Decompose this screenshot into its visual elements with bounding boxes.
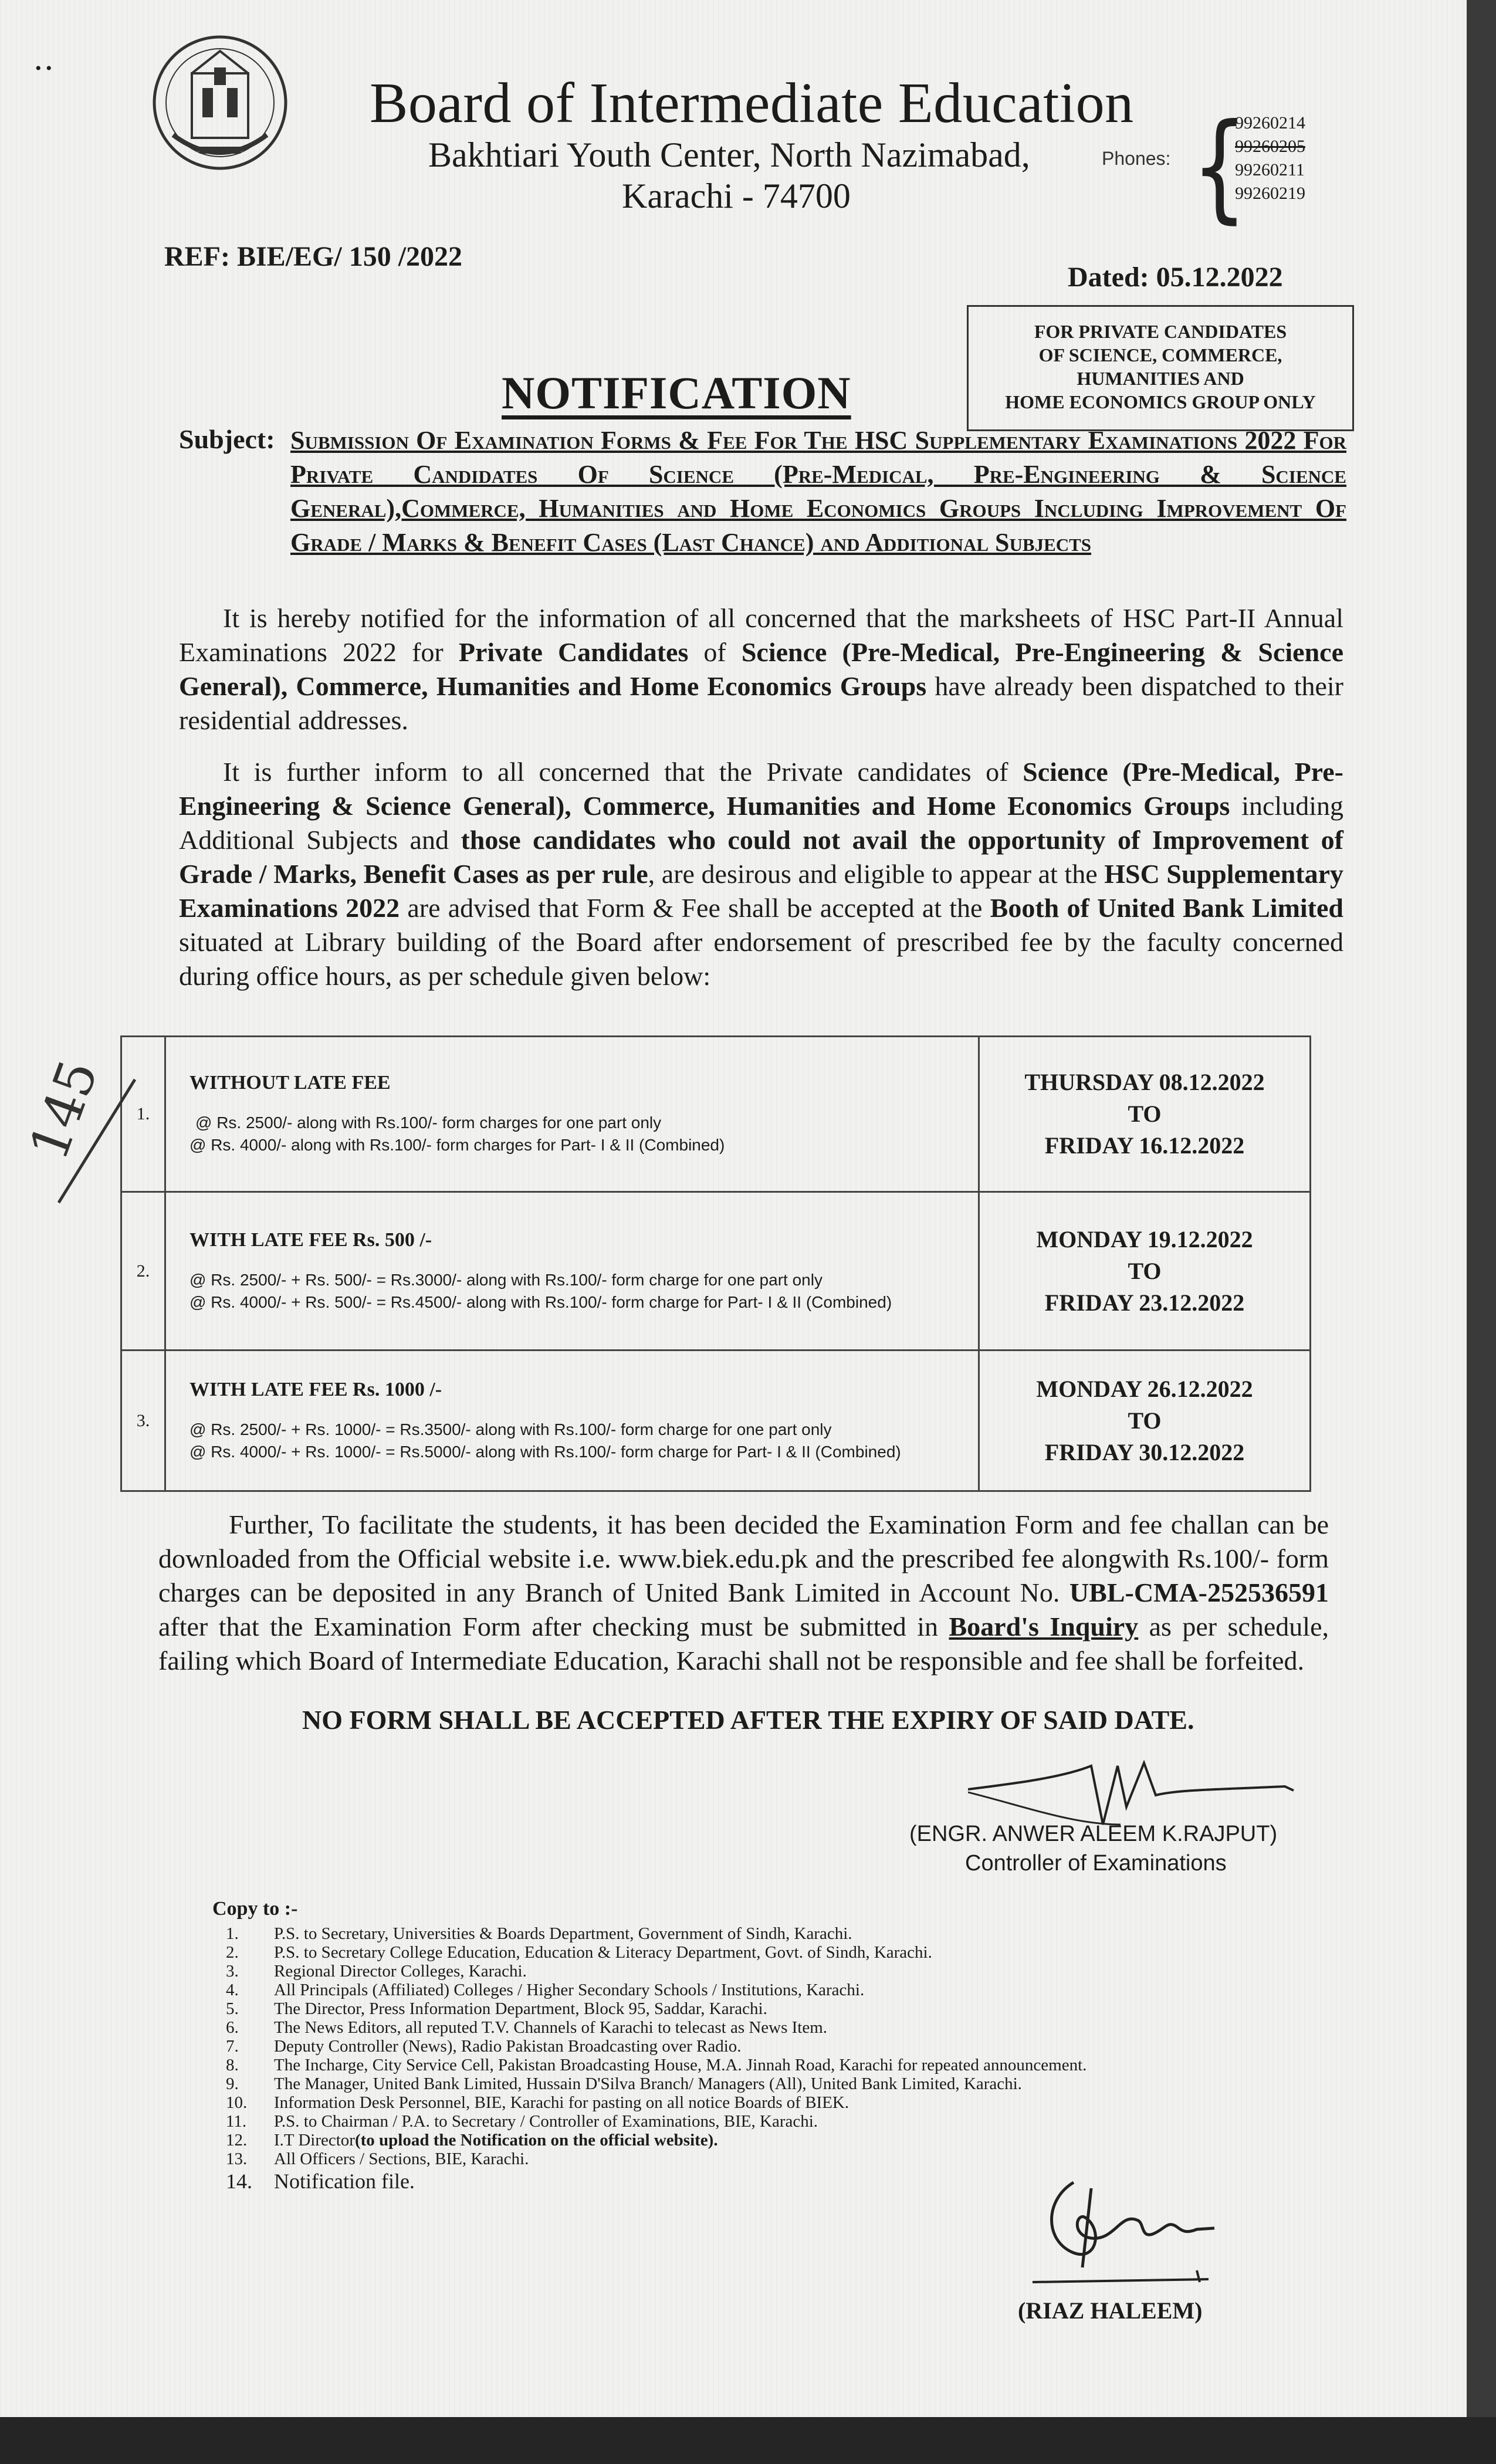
row-number: 3. bbox=[121, 1351, 165, 1491]
paragraph-eligibility: It is further inform to all concerned that the Private candidates of Science (Pre-Medical, Pre-Engineering & Science General), Commerce, Humanities and Home Economics Groups including Additional Subjects and those candidates who could not avail the opportunity of Improvement of Grade / Marks, Benefit Cases as per rule, are desirous and eligible to appear at the HSC Supplementary Examinations 2022 are advised that Form & Fee shall be accepted at the Booth of United Bank Limited situated at Library building of the Board after endorsement of prescribed fee by the faculty concerned during office hours, as per schedule given below: bbox=[179, 757, 1344, 991]
applicability-line: HUMANITIES AND bbox=[1077, 368, 1244, 389]
fee-description bbox=[165, 1351, 979, 1491]
list-item: 7. Deputy Controller (News), Radio Pakistan Broadcasting over Radio. bbox=[226, 2037, 742, 2056]
table-row bbox=[121, 1192, 1311, 1351]
phone-number: 99260219 bbox=[1235, 184, 1305, 203]
scan-edge-right bbox=[1467, 0, 1496, 2464]
fee-heading: WITHOUT LATE FEE bbox=[189, 1072, 391, 1094]
list-item: 10. Information Desk Personnel, BIE, Karachi for pasting on all notice Boards of BIEK. bbox=[226, 2093, 849, 2112]
scan-edge-bottom bbox=[0, 2417, 1496, 2464]
fee-line: @ Rs. 2500/- along with Rs.100/- form charges for one part only bbox=[195, 1113, 662, 1132]
list-item: 2. P.S. to Secretary College Education, Education & Literacy Department, Govt. of Sindh, Karachi. bbox=[226, 1943, 932, 1962]
subject-label: Subject: bbox=[179, 424, 275, 454]
date-to: FRIDAY 16.12.2022 bbox=[1044, 1132, 1245, 1159]
subject-text: Submission Of Examination Forms & Fee For The HSC Supplementary Examinations 2022 For Private Candidates Of Science (Pre-Medical, Pre-Engineering & Science General),Commerce, Humanities and Home Economics Groups Including Improvement Of Grade / Marks & Benefit Cases (Last Chance) and Additional Subjects bbox=[290, 426, 1346, 557]
reference-number: REF: BIE/EG/ 150 /2022 bbox=[164, 241, 463, 272]
applicability-line: FOR PRIVATE CANDIDATES bbox=[1034, 321, 1287, 342]
fee-heading: WITH LATE FEE Rs. 1000 /- bbox=[189, 1378, 442, 1400]
list-item: 12. I.T Director (to upload the Notification on the official website). bbox=[226, 2131, 718, 2150]
row-number: 2. bbox=[121, 1192, 165, 1351]
phones-label: Phones: bbox=[1102, 148, 1171, 169]
table-row bbox=[121, 1037, 1311, 1192]
list-item: 3. Regional Director Colleges, Karachi. bbox=[226, 1962, 527, 1981]
secondary-signature bbox=[1021, 2165, 1255, 2306]
fee-line: @ Rs. 4000/- + Rs. 500/- = Rs.4500/- along with Rs.100/- form charge for Part- I & II (Combined) bbox=[189, 1292, 892, 1311]
scan-specks: • • bbox=[35, 59, 52, 78]
date-from: THURSDAY 08.12.2022 bbox=[1024, 1069, 1265, 1095]
date-to-label: TO bbox=[1128, 1257, 1162, 1284]
phone-number: 99260211 bbox=[1235, 160, 1305, 180]
applicability-line: OF SCIENCE, COMMERCE, bbox=[1038, 344, 1282, 365]
row-number: 1. bbox=[121, 1037, 165, 1192]
deadline-warning: NO FORM SHALL BE ACCEPTED AFTER THE EXPIRY OF SAID DATE. bbox=[302, 1705, 1194, 1735]
table-row bbox=[121, 1351, 1311, 1491]
signatory-name: (ENGR. ANWER ALEEM K.RAJPUT) bbox=[909, 1822, 1278, 1846]
date-from: MONDAY 19.12.2022 bbox=[1036, 1226, 1253, 1253]
date-range bbox=[979, 1037, 1311, 1192]
handwritten-margin-note bbox=[18, 1044, 147, 1220]
fee-description bbox=[165, 1192, 979, 1351]
handwritten-number: 145 bbox=[18, 1052, 110, 1168]
copy-to-list bbox=[226, 1924, 1341, 2194]
board-name: Board of Intermediate Education bbox=[370, 72, 1134, 135]
date-range bbox=[979, 1351, 1311, 1491]
list-item: 9. The Manager, United Bank Limited, Hussain D'Silva Branch/ Managers (All), United Bank Limited, Karachi. bbox=[226, 2074, 1022, 2093]
fee-line: @ Rs. 2500/- + Rs. 1000/- = Rs.3500/- along with Rs.100/- form charge for one part only bbox=[189, 1420, 832, 1439]
paragraph-online-form: Further, To facilitate the students, it has been decided the Examination Form and fee challan can be downloaded from the Official website i.e. www.biek.edu.pk and the prescribed fee alongwith Rs.100/- form charges can be deposited in any Branch of United Bank Limited in Account No. UBL-CMA-252536591 after that the Examination Form after checking must be submitted in Board's Inquiry as per schedule, failing which Board of Intermediate Education, Karachi shall not be responsible and fee shall be forfeited. bbox=[158, 1509, 1329, 1676]
board-seal-logo bbox=[150, 32, 290, 173]
date-to-label: TO bbox=[1128, 1101, 1162, 1127]
applicability-box bbox=[967, 305, 1354, 431]
brace-icon: { bbox=[1191, 99, 1248, 235]
fee-schedule-table bbox=[120, 1035, 1311, 1492]
fee-description bbox=[165, 1037, 979, 1192]
date-to: FRIDAY 30.12.2022 bbox=[1044, 1439, 1245, 1465]
list-item: 14. Notification file. bbox=[226, 2169, 415, 2193]
copy-to-label: Copy to :- bbox=[212, 1898, 298, 1920]
list-item: 4. All Principals (Affiliated) Colleges / Higher Secondary Schools / Institutions, Karachi. bbox=[226, 1981, 865, 1999]
fee-heading: WITH LATE FEE Rs. 500 /- bbox=[189, 1228, 432, 1251]
phone-number: 99260214 bbox=[1235, 113, 1305, 133]
fee-line: @ Rs. 4000/- + Rs. 1000/- = Rs.5000/- along with Rs.100/- form charge for Part- I & II (Combined) bbox=[189, 1442, 901, 1461]
paragraph-marksheets: It is hereby notified for the information of all concerned that the marksheets of HSC Part-II Annual Examinations 2022 for Private Candidates of Science (Pre-Medical, Pre-Engineering & Science General), Commerce, Humanities and Home Economics Groups have already been dispatched to their residential addresses. bbox=[179, 603, 1343, 735]
applicability-line: HOME ECONOMICS GROUP ONLY bbox=[1005, 391, 1316, 412]
fee-line: @ Rs. 2500/- + Rs. 500/- = Rs.3000/- along with Rs.100/- form charge for one part only bbox=[189, 1270, 823, 1289]
list-item: 11. P.S. to Chairman / P.A. to Secretary / Controller of Examinations, BIE, Karachi. bbox=[226, 2112, 818, 2131]
signatory-title: Controller of Examinations bbox=[965, 1851, 1227, 1876]
date-range bbox=[979, 1192, 1311, 1351]
list-item: 6. The News Editors, all reputed T.V. Channels of Karachi to telecast as News Item. bbox=[226, 2018, 828, 2037]
date-from: MONDAY 26.12.2022 bbox=[1036, 1375, 1253, 1402]
list-item: 5. The Director, Press Information Department, Block 95, Saddar, Karachi. bbox=[226, 1999, 767, 2018]
board-address-line2: Karachi - 74700 bbox=[622, 177, 851, 215]
list-item: 8. The Incharge, City Service Cell, Pakistan Broadcasting House, M.A. Jinnah Road, Karachi for repeated announcement. bbox=[226, 2056, 1087, 2074]
board-address-line1: Bakhtiari Youth Center, North Nazimabad, bbox=[428, 136, 1030, 174]
phone-number: 99260205 bbox=[1235, 137, 1305, 156]
list-item: 1. P.S. to Secretary, Universities & Boards Department, Government of Sindh, Karachi. bbox=[226, 1924, 852, 1943]
date-to-label: TO bbox=[1128, 1407, 1162, 1434]
fee-line: @ Rs. 4000/- along with Rs.100/- form charges for Part- I & II (Combined) bbox=[189, 1136, 725, 1154]
notification-title: NOTIFICATION bbox=[502, 367, 851, 418]
phone-numbers bbox=[1235, 111, 1305, 205]
second-signatory-name: (RIAZ HALEEM) bbox=[1018, 2297, 1203, 2324]
date-line: Dated: 05.12.2022 bbox=[1068, 262, 1283, 293]
list-item: 13. All Officers / Sections, BIE, Karachi. bbox=[226, 2150, 529, 2168]
date-to: FRIDAY 23.12.2022 bbox=[1044, 1289, 1245, 1316]
